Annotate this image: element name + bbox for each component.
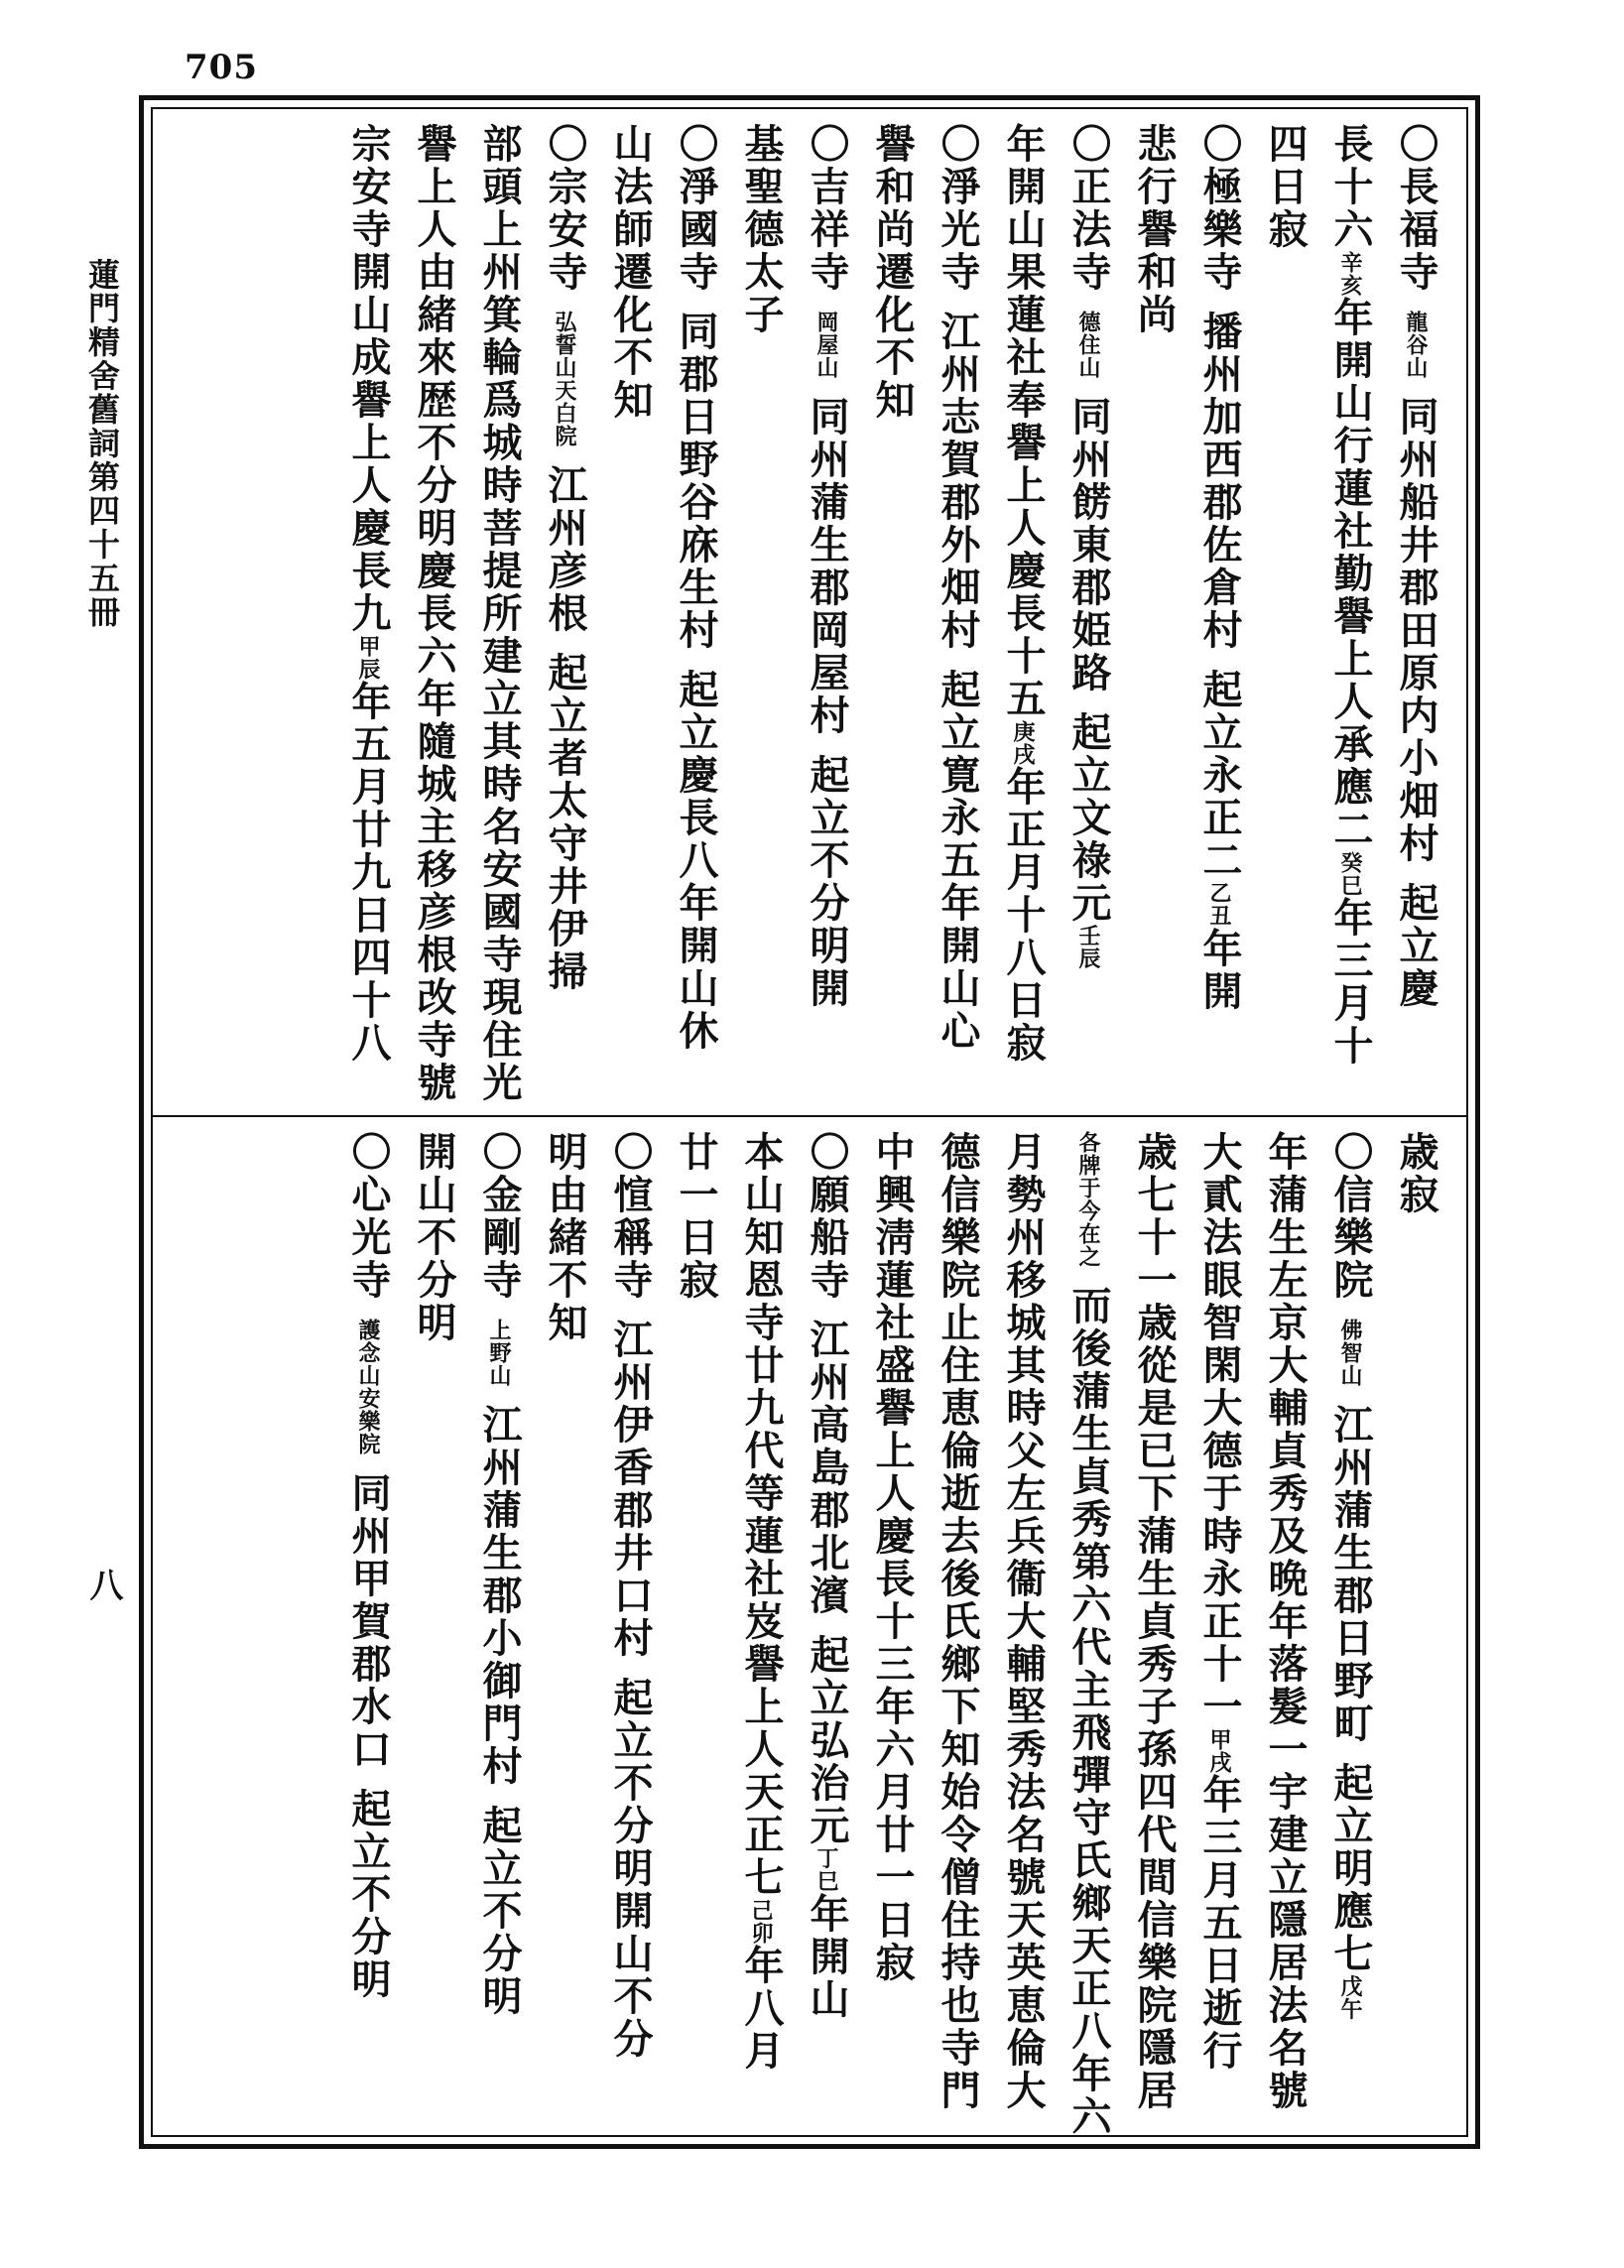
text-run: 部頭上州箕輪爲城時菩提所建立其時名安國寺現住光 — [476, 123, 523, 1104]
lower-text-column — [1383, 1131, 1448, 2123]
text-run: 〇淨國寺 同郡日野谷庥生村 起立慶長八年開山休 — [673, 123, 719, 1053]
text-run: 江州蒲生郡小御門村 起立不分明 — [476, 1386, 523, 2018]
upper-text-column — [859, 123, 925, 1105]
folio: 八 — [83, 1568, 123, 1601]
upper-text-column — [335, 123, 401, 1105]
interlinear-note: 壬辰 — [1075, 924, 1101, 970]
interlinear-note: 己卯 — [748, 1899, 774, 1945]
interlinear-note: 德住山 — [1075, 310, 1101, 379]
upper-text-column — [1056, 123, 1121, 1105]
lower-text-column — [859, 1131, 925, 2123]
text-run: 年八月 — [738, 1945, 785, 2073]
text-run: 同州船井郡田原内小畑村 起立慶 — [1393, 378, 1439, 1010]
lower-text-column — [1252, 1131, 1317, 2123]
text-run: 月勢州移城其時父左兵衞大輔堅秀法名號天英恵倫大 — [1000, 1131, 1047, 2112]
interlinear-note: 護念山安樂院 — [355, 1318, 381, 1455]
lower-text-column — [335, 1131, 401, 2123]
upper-text-column — [1383, 123, 1448, 1105]
lower-text-column — [597, 1131, 663, 2123]
upper-register — [169, 123, 1448, 1105]
upper-text-column — [663, 123, 728, 1105]
lower-text-column — [990, 1131, 1056, 2123]
text-run: 山法師遷化不知 — [607, 123, 654, 422]
text-run: 本山知恩寺廿九代等蓮社岌譽上人天正七 — [738, 1131, 785, 1899]
text-run: 〇心光寺 — [345, 1131, 392, 1319]
page-number: 705 — [185, 48, 258, 87]
upper-text-column — [1121, 123, 1187, 1105]
text-run: 長十六 — [1327, 123, 1374, 251]
text-run: 年蒲生左京大輔貞秀及晩年落髮一宇建立隱居法名號 — [1262, 1131, 1309, 2112]
interlinear-note: 丁巳 — [813, 1846, 839, 1893]
text-run: 宗安寺開山成譽上人慶長九 — [345, 123, 392, 635]
text-run: 年三月十 — [1327, 897, 1374, 1068]
upper-text-column — [1187, 123, 1252, 1105]
text-run: 江州蒲生郡日野町 起立明應七 — [1327, 1386, 1374, 1975]
text-run: 年開山 — [804, 1892, 850, 2021]
interlinear-note: 佛智山 — [1337, 1318, 1363, 1387]
text-run: 〇願船寺 江州高島郡北濱 起立弘治元 — [804, 1131, 850, 1847]
lower-text-column — [466, 1131, 532, 2123]
text-run: 同州甲賀郡水口 起立不分明 — [345, 1454, 392, 2001]
text-run: 〇愃稱寺 江州伊香郡井口村 起立不分明開山不分 — [607, 1131, 654, 2061]
text-run: 譽上人由緒來歴不分明慶長六年隨城主移彦根改寺號 — [411, 123, 457, 1104]
upper-text-column — [532, 123, 597, 1105]
lower-text-column — [1121, 1131, 1187, 2123]
interlinear-note: 庚戌 — [1010, 720, 1036, 766]
text-run: 〇吉祥寺 — [804, 123, 850, 311]
text-run: 廿一日寂 — [673, 1131, 719, 1302]
lower-text-column — [663, 1131, 728, 2123]
text-run: 四日寂 — [1262, 123, 1309, 251]
register-divider — [151, 1115, 1468, 1117]
lower-text-column — [1187, 1131, 1252, 2123]
upper-text-column — [990, 123, 1056, 1105]
text-run: 大貳法眼智閑大德于時永正十一 — [1196, 1131, 1243, 1728]
text-run: 年三月五日逝行 — [1196, 1774, 1243, 2073]
text-run: 開山不分明 — [411, 1131, 457, 1344]
interlinear-note: 癸巳 — [1337, 851, 1363, 897]
upper-text-column — [1317, 123, 1383, 1105]
interlinear-note: 岡屋山 — [813, 310, 839, 379]
interlinear-note: 甲辰 — [355, 635, 381, 681]
text-run: 年五月廿九日四十八 — [345, 681, 392, 1065]
text-run: 而後蒲生貞秀第六代主飛彈守氏鄉天正八年六 — [1065, 1268, 1112, 2138]
interlinear-note: 上野山 — [486, 1318, 512, 1387]
upper-text-column — [466, 123, 532, 1105]
text-run: 年開 — [1196, 927, 1243, 1013]
text-run: 同州蒲生郡岡屋村 起立不分明開 — [804, 378, 850, 1010]
text-run: 年開山行蓮社勤譽上人承應二 — [1327, 297, 1374, 851]
text-run: 中興淸蓮社盛譽上人慶長十三年六月廿一日寂 — [869, 1131, 916, 1984]
text-run: 悲行譽和尚 — [1131, 123, 1178, 336]
lower-text-column — [532, 1131, 597, 2123]
text-run: 年正月十八日寂 — [1000, 766, 1047, 1065]
text-run: 基聖德太子 — [738, 123, 785, 336]
upper-text-column — [597, 123, 663, 1105]
interlinear-note: 弘誓山天白院 — [552, 310, 577, 447]
text-run: 〇金剛寺 — [476, 1131, 523, 1319]
text-run: 〇長福寺 — [1393, 123, 1439, 311]
text-run: 〇極樂寺 播州加西郡佐倉村 起立永正二 — [1196, 123, 1243, 882]
lower-text-column — [401, 1131, 466, 2123]
text-run: 歳七十一歳從是已下蒲生貞秀子孫四代間信樂院隱居 — [1131, 1131, 1178, 2112]
lower-text-column — [1317, 1131, 1383, 2123]
lower-text-column — [728, 1131, 794, 2123]
interlinear-note: 乙丑 — [1206, 881, 1232, 928]
text-run: 江州彦根 起立者太守井伊掃 — [542, 446, 588, 993]
text-run: 年開山果蓮社奉譽上人慶長十五 — [1000, 123, 1047, 720]
text-run: 同州餝東郡姫路 起立文祿元 — [1065, 378, 1112, 925]
upper-text-column — [401, 123, 466, 1105]
text-run: 歳寂 — [1393, 1131, 1439, 1216]
interlinear-note: 各牌于今在之 — [1075, 1131, 1101, 1268]
lower-text-column — [925, 1131, 990, 2123]
text-run: 〇正法寺 — [1065, 123, 1112, 311]
text-run: 明由緒不知 — [542, 1131, 588, 1344]
text-run: 德信樂院止住恵倫逝去後氏鄉下知始令僧住持也寺門 — [935, 1131, 981, 2112]
running-head: 蓮門精舍舊詞第四十五冊 — [83, 258, 121, 629]
text-run: 〇宗安寺 — [542, 123, 588, 311]
lower-text-column — [1056, 1131, 1121, 2138]
lower-text-column — [794, 1131, 859, 2123]
upper-text-column — [794, 123, 859, 1105]
lower-register — [169, 1131, 1448, 2138]
text-run: 譽和尚遷化不知 — [869, 123, 916, 422]
interlinear-note: 甲戌 — [1206, 1728, 1232, 1774]
interlinear-note: 戊午 — [1337, 1974, 1363, 2021]
interlinear-note: 辛亥 — [1337, 251, 1363, 297]
upper-text-column — [728, 123, 794, 1105]
interlinear-note: 龍谷山 — [1403, 310, 1429, 379]
upper-text-column — [1252, 123, 1317, 1105]
upper-text-column — [925, 123, 990, 1105]
text-run: 〇淨光寺 江州志賀郡外畑村 起立寛永五年開山心 — [935, 123, 981, 1053]
text-run: 〇信樂院 — [1327, 1131, 1374, 1319]
